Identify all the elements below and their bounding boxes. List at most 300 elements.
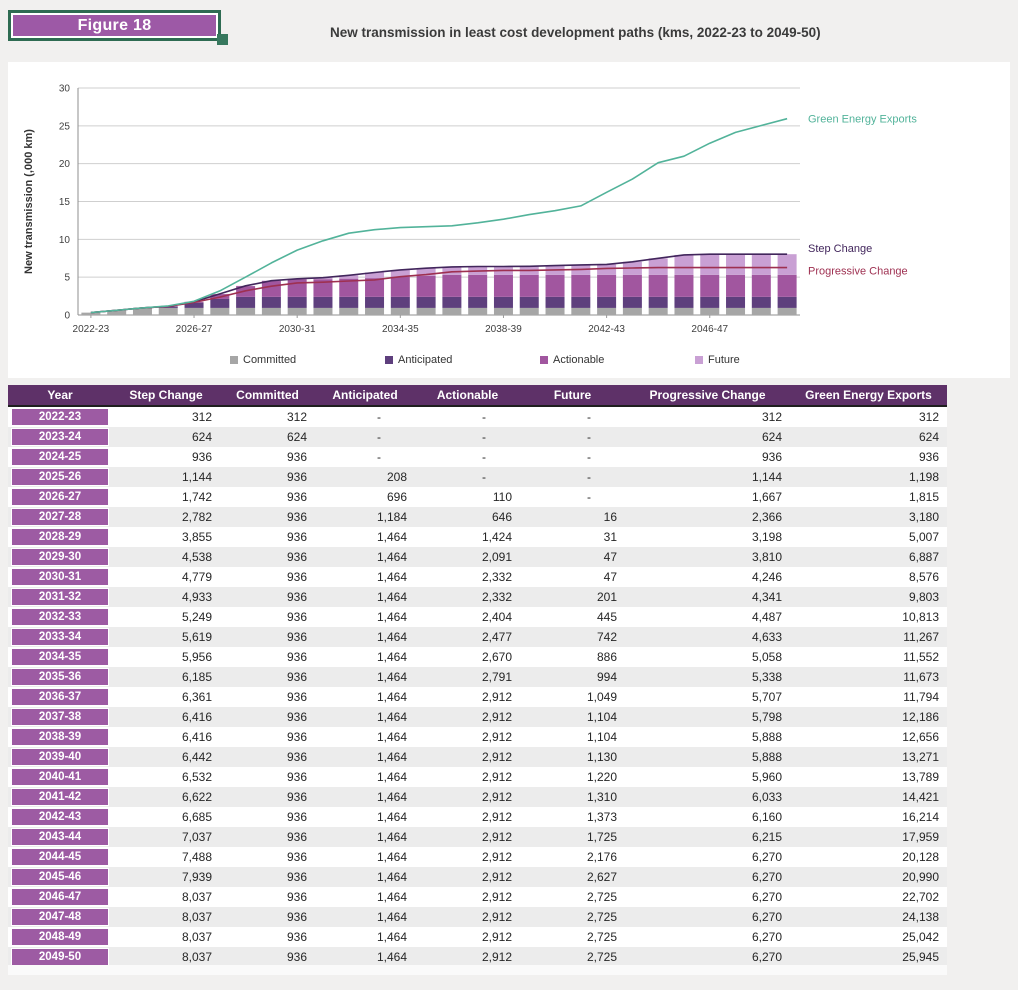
year-cell (8, 427, 112, 447)
value-cell: 936 (191, 450, 212, 464)
value-cell: - (587, 470, 591, 484)
value-cell: 11,267 (903, 630, 939, 644)
value-cell: 47 (603, 570, 617, 584)
value-cell: 47 (603, 550, 617, 564)
bar-segment-committed (649, 308, 668, 315)
value-cell: 624 (286, 430, 307, 444)
bar-segment-anticipated (674, 297, 693, 308)
value-cell: 6,270 (751, 950, 782, 964)
value-cell: 886 (596, 650, 617, 664)
bar-segment-anticipated (417, 297, 436, 308)
value-cell: 936 (286, 670, 307, 684)
year-cell (8, 627, 112, 647)
bar-segment-committed (597, 308, 616, 315)
value-cell: 1,144 (751, 470, 782, 484)
value-cell: 8,037 (181, 930, 212, 944)
value-cell: 3,810 (751, 550, 782, 564)
year-chip: 2036-37 (11, 688, 109, 706)
value-cell: 936 (286, 870, 307, 884)
table-row (8, 827, 947, 847)
bar-segment-anticipated (726, 297, 745, 308)
bar-segment-anticipated (313, 297, 332, 308)
year-chip: 2038-39 (11, 728, 109, 746)
bar-segment-actionable (752, 275, 771, 297)
value-cell: 1,464 (376, 930, 407, 944)
year-chip: 2025-26 (11, 468, 109, 486)
value-cell: 936 (286, 830, 307, 844)
value-cell: 1,667 (751, 490, 782, 504)
value-cell: 2,912 (481, 730, 512, 744)
value-cell: 8,576 (908, 570, 939, 584)
bar-segment-committed (391, 308, 410, 315)
bar-segment-committed (494, 308, 513, 315)
value-cell: 1,144 (181, 470, 212, 484)
bar-segment-anticipated (597, 297, 616, 308)
value-cell: 2,912 (481, 830, 512, 844)
value-cell: - (587, 450, 591, 464)
value-cell: 936 (286, 890, 307, 904)
value-cell: 2,912 (481, 930, 512, 944)
table-row (8, 907, 947, 927)
year-cell (8, 827, 112, 847)
value-cell: 6,160 (751, 810, 782, 824)
table-row (8, 707, 947, 727)
year-cell (8, 467, 112, 487)
value-cell: 1,464 (376, 590, 407, 604)
year-chip: 2026-27 (11, 488, 109, 506)
value-cell: 2,627 (586, 870, 617, 884)
year-chip: 2027-28 (11, 508, 109, 526)
value-cell: 12,186 (902, 710, 939, 724)
value-cell: 2,912 (481, 890, 512, 904)
value-cell: - (377, 430, 381, 444)
table-row (8, 747, 947, 767)
year-chip: 2039-40 (11, 748, 109, 766)
bar-segment-anticipated (262, 297, 281, 308)
value-cell: 936 (286, 910, 307, 924)
value-cell: 20,990 (902, 870, 939, 884)
value-cell: 16,214 (902, 810, 939, 824)
bar-segment-anticipated (623, 297, 642, 308)
year-cell (8, 807, 112, 827)
year-cell (8, 787, 112, 807)
year-chip: 2041-42 (11, 788, 109, 806)
value-cell: 2,404 (481, 610, 512, 624)
value-cell: 1,220 (586, 770, 617, 784)
bar-segment-committed (288, 308, 307, 315)
value-cell: - (482, 430, 486, 444)
value-cell: 1,464 (376, 770, 407, 784)
value-cell: 936 (286, 650, 307, 664)
value-cell: 1,464 (376, 690, 407, 704)
value-cell: - (377, 410, 381, 424)
bar-segment-committed (339, 308, 358, 315)
value-cell: 936 (286, 710, 307, 724)
value-cell: 6,270 (751, 850, 782, 864)
value-cell: 2,912 (481, 850, 512, 864)
bar-segment-future (726, 254, 745, 275)
value-cell: 2,332 (481, 590, 512, 604)
year-chip: 2029-30 (11, 548, 109, 566)
column-header-progressive-change: Progressive Change (625, 385, 790, 406)
y-tick-label: 20 (58, 159, 70, 171)
value-cell: 1,464 (376, 790, 407, 804)
value-cell: 1,310 (586, 790, 617, 804)
year-chip: 2028-29 (11, 528, 109, 546)
value-cell: 8,037 (181, 890, 212, 904)
value-cell: 696 (386, 490, 407, 504)
bar-segment-anticipated (210, 299, 229, 308)
value-cell: 936 (918, 450, 939, 464)
value-cell: 936 (286, 490, 307, 504)
value-cell: - (482, 470, 486, 484)
table-row (8, 867, 947, 887)
figure-badge-corner-square (217, 34, 228, 45)
y-tick-label: 0 (64, 310, 70, 322)
column-header-green-energy-exports: Green Energy Exports (790, 385, 947, 406)
value-cell: 2,176 (586, 850, 617, 864)
value-cell: 936 (286, 690, 307, 704)
value-cell: 3,198 (751, 530, 782, 544)
value-cell: 24,138 (902, 910, 939, 924)
year-cell (8, 567, 112, 587)
bar-segment-anticipated (494, 297, 513, 308)
year-cell (8, 667, 112, 687)
value-cell: 936 (286, 730, 307, 744)
table-row (8, 507, 947, 527)
bar-segment-anticipated (236, 297, 255, 308)
value-cell: 1,104 (586, 710, 617, 724)
value-cell: 2,791 (481, 670, 512, 684)
value-cell: 3,855 (181, 530, 212, 544)
table-row (8, 727, 947, 747)
bar-segment-actionable (468, 275, 487, 297)
column-header-step-change: Step Change (112, 385, 220, 406)
table-row (8, 687, 947, 707)
value-cell: 4,633 (751, 630, 782, 644)
y-tick-label: 25 (58, 121, 70, 133)
bar-segment-committed (365, 308, 384, 315)
value-cell: 2,725 (586, 890, 617, 904)
bar-segment-committed (159, 308, 178, 315)
value-cell: 936 (286, 450, 307, 464)
year-cell (8, 547, 112, 567)
value-cell: 312 (918, 410, 939, 424)
chart-card (8, 62, 1010, 378)
column-header-actionable: Actionable (415, 385, 520, 406)
value-cell: 936 (286, 950, 307, 964)
bar-segment-committed (313, 308, 332, 315)
table-row (8, 887, 947, 907)
bar-segment-committed (726, 308, 745, 315)
legend-label: Committed (243, 354, 297, 366)
year-cell (8, 707, 112, 727)
value-cell: 936 (286, 750, 307, 764)
value-cell: 1,184 (376, 510, 407, 524)
value-cell: 14,421 (902, 790, 939, 804)
value-cell: 5,798 (751, 710, 782, 724)
x-tick-label: 2038-39 (485, 324, 522, 335)
value-cell: 936 (286, 930, 307, 944)
year-cell (8, 747, 112, 767)
bar-segment-actionable (623, 275, 642, 297)
bar-segment-anticipated (468, 297, 487, 308)
bar-segment-anticipated (571, 297, 590, 308)
value-cell: 2,670 (481, 650, 512, 664)
value-cell: 1,464 (376, 750, 407, 764)
table-row (8, 467, 947, 487)
year-chip: 2023-24 (11, 428, 109, 446)
value-cell: 13,271 (902, 750, 939, 764)
bar-segment-committed (520, 308, 539, 315)
bar-segment-committed (778, 308, 797, 315)
value-cell: 11,794 (903, 690, 939, 704)
value-cell: - (587, 490, 591, 504)
value-cell: 4,246 (751, 570, 782, 584)
bar-segment-committed (700, 308, 719, 315)
value-cell: 6,270 (751, 890, 782, 904)
legend-label: Future (708, 354, 740, 366)
value-cell: 1,464 (376, 670, 407, 684)
value-cell: 5,058 (751, 650, 782, 664)
value-cell: 1,464 (376, 730, 407, 744)
year-chip: 2047-48 (11, 908, 109, 926)
bar-segment-committed (546, 308, 565, 315)
value-cell: 936 (286, 790, 307, 804)
year-chip: 2037-38 (11, 708, 109, 726)
chart-legend (230, 354, 850, 366)
value-cell: 1,424 (481, 530, 512, 544)
bar-segment-future (649, 258, 668, 274)
bar-segment-actionable (442, 275, 461, 297)
year-chip: 2035-36 (11, 668, 109, 686)
legend-swatch-icon (385, 356, 393, 364)
value-cell: 936 (286, 570, 307, 584)
year-chip: 2024-25 (11, 448, 109, 466)
value-cell: 8,037 (181, 910, 212, 924)
y-tick-label: 10 (58, 234, 70, 246)
table-row (8, 607, 947, 627)
value-cell: 936 (286, 530, 307, 544)
value-cell: 7,037 (181, 830, 212, 844)
legend-item-committed (230, 354, 385, 366)
value-cell: 1,815 (908, 490, 939, 504)
year-chip: 2042-43 (11, 808, 109, 826)
value-cell: 2,912 (481, 950, 512, 964)
value-cell: 2,912 (481, 790, 512, 804)
legend-label: Actionable (553, 354, 605, 366)
value-cell: 5,888 (751, 730, 782, 744)
value-cell: 1,373 (586, 810, 617, 824)
table-row (8, 767, 947, 787)
bar-segment-committed (417, 308, 436, 315)
value-cell: 1,464 (376, 570, 407, 584)
year-cell (8, 727, 112, 747)
value-cell: 624 (918, 430, 939, 444)
value-cell: 936 (286, 630, 307, 644)
year-cell (8, 487, 112, 507)
value-cell: 2,366 (751, 510, 782, 524)
x-tick-label: 2034-35 (381, 324, 419, 335)
value-cell: - (377, 450, 381, 464)
value-cell: 2,725 (586, 950, 617, 964)
value-cell: 936 (286, 810, 307, 824)
y-tick-label: 30 (58, 83, 70, 95)
year-cell (8, 847, 112, 867)
table-row (8, 947, 947, 967)
x-tick-label: 2042-43 (588, 324, 625, 335)
bar-segment-actionable (546, 275, 565, 297)
bar-segment-future (752, 254, 771, 275)
value-cell: 11,552 (903, 650, 939, 664)
table-row (8, 787, 947, 807)
value-cell: 6,622 (181, 790, 212, 804)
value-cell: 2,091 (481, 550, 512, 564)
table-row (8, 527, 947, 547)
table-row (8, 587, 947, 607)
value-cell: 1,049 (586, 690, 617, 704)
bar-segment-actionable (571, 275, 590, 297)
bar-segment-committed (185, 308, 204, 315)
table-row (8, 647, 947, 667)
bar-segment-actionable (649, 275, 668, 297)
bar-segment-committed (262, 308, 281, 315)
value-cell: 312 (761, 410, 782, 424)
year-cell (8, 507, 112, 527)
value-cell: 936 (286, 610, 307, 624)
x-tick-label: 2046-47 (691, 324, 729, 335)
value-cell: 5,619 (181, 630, 212, 644)
value-cell: 1,464 (376, 950, 407, 964)
year-chip: 2034-35 (11, 648, 109, 666)
value-cell: 20,128 (902, 850, 939, 864)
year-cell (8, 887, 112, 907)
value-cell: 1,198 (908, 470, 939, 484)
value-cell: 6,416 (181, 730, 212, 744)
value-cell: 2,477 (481, 630, 512, 644)
value-cell: 936 (286, 550, 307, 564)
value-cell: 208 (386, 470, 407, 484)
value-cell: 110 (492, 490, 512, 504)
value-cell: 2,725 (586, 930, 617, 944)
bar-segment-anticipated (546, 297, 565, 308)
bar-segment-anticipated (288, 297, 307, 308)
bar-segment-actionable (726, 275, 745, 297)
bar-segment-anticipated (339, 297, 358, 308)
table-row (8, 567, 947, 587)
value-cell: 2,332 (481, 570, 512, 584)
value-cell: 312 (191, 410, 212, 424)
y-tick-label: 15 (58, 197, 70, 208)
bar-segment-committed (442, 308, 461, 315)
value-cell: 12,656 (902, 730, 939, 744)
value-cell: - (482, 450, 486, 464)
bar-segment-anticipated (365, 297, 384, 308)
value-cell: 31 (603, 530, 617, 544)
year-chip: 2043-44 (11, 828, 109, 846)
y-tick-label: 5 (64, 272, 70, 284)
value-cell: 3,180 (908, 510, 939, 524)
table-row (8, 807, 947, 827)
value-cell: 4,933 (181, 590, 212, 604)
value-cell: 4,341 (751, 590, 782, 604)
bar-segment-actionable (417, 276, 436, 297)
value-cell: 1,464 (376, 630, 407, 644)
value-cell: 1,464 (376, 910, 407, 924)
value-cell: 1,464 (376, 650, 407, 664)
year-chip: 2033-34 (11, 628, 109, 646)
value-cell: 2,912 (481, 870, 512, 884)
bar-segment-committed (81, 313, 100, 315)
bar-segment-anticipated (752, 297, 771, 308)
value-cell: 1,464 (376, 610, 407, 624)
value-cell: 5,007 (908, 530, 939, 544)
year-cell (8, 947, 112, 967)
bar-segment-committed (236, 308, 255, 315)
bar-segment-actionable (494, 275, 513, 297)
figure-badge (8, 10, 221, 41)
table-row (8, 406, 947, 427)
value-cell: 936 (761, 450, 782, 464)
value-cell: 445 (596, 610, 617, 624)
value-cell: 16 (603, 510, 617, 524)
table-row (8, 627, 947, 647)
year-chip: 2044-45 (11, 848, 109, 866)
bar-segment-committed (623, 308, 642, 315)
transmission-table (8, 385, 947, 967)
value-cell: 2,912 (481, 770, 512, 784)
value-cell: 2,912 (481, 810, 512, 824)
bar-segment-anticipated (649, 297, 668, 308)
value-cell: 25,042 (902, 930, 939, 944)
year-cell (8, 647, 112, 667)
value-cell: 994 (596, 670, 617, 684)
value-cell: 6,270 (751, 910, 782, 924)
value-cell: 1,104 (586, 730, 617, 744)
value-cell: 7,939 (181, 870, 212, 884)
x-tick-label: 2030-31 (278, 324, 316, 335)
value-cell: 6,185 (181, 670, 212, 684)
bar-segment-committed (571, 308, 590, 315)
value-cell: - (482, 410, 486, 424)
year-chip: 2022-23 (11, 408, 109, 426)
value-cell: 2,912 (481, 750, 512, 764)
legend-swatch-icon (695, 356, 703, 364)
year-cell (8, 527, 112, 547)
value-cell: 2,782 (181, 510, 212, 524)
value-cell: 6,361 (181, 690, 212, 704)
value-cell: 22,702 (902, 890, 939, 904)
value-cell: 17,959 (902, 830, 939, 844)
value-cell: 1,464 (376, 850, 407, 864)
value-cell: 1,464 (376, 530, 407, 544)
stacked-bars (81, 254, 796, 315)
table-row (8, 447, 947, 467)
value-cell: 624 (761, 430, 782, 444)
value-cell: 1,464 (376, 810, 407, 824)
value-cell: 2,725 (586, 910, 617, 924)
bar-segment-future (778, 254, 797, 275)
column-header-year: Year (8, 385, 112, 406)
value-cell: 25,945 (902, 950, 939, 964)
bar-segment-actionable (674, 275, 693, 297)
figure-badge-label: Figure 18 (13, 15, 216, 36)
value-cell: 6,215 (751, 830, 782, 844)
value-cell: 1,464 (376, 890, 407, 904)
year-chip: 2031-32 (11, 588, 109, 606)
year-chip: 2048-49 (11, 928, 109, 946)
value-cell: 5,249 (181, 610, 212, 624)
